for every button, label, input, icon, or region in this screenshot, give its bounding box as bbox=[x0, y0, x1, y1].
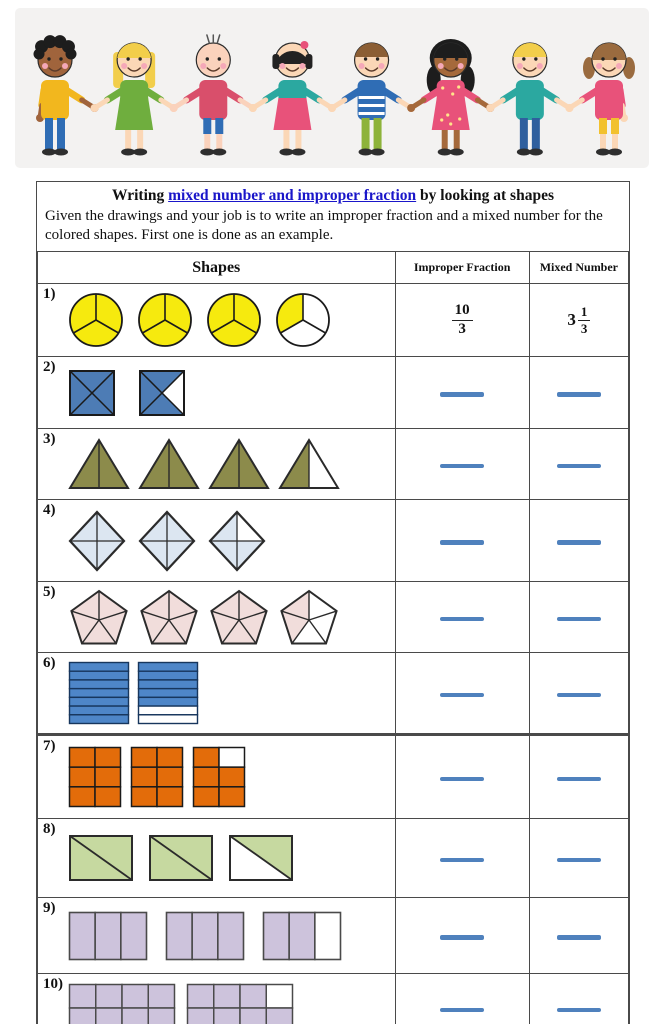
improper-fraction-cell bbox=[395, 974, 529, 1024]
worksheet-row bbox=[38, 819, 629, 898]
fraction-shape bbox=[148, 834, 214, 882]
fraction-shape bbox=[68, 292, 124, 348]
shape-group bbox=[68, 438, 393, 490]
worksheet-row bbox=[38, 500, 629, 582]
mixed-number-blank[interactable] bbox=[557, 1008, 601, 1013]
title-prefix: Writing bbox=[112, 187, 169, 204]
fraction-value: $\frac{10}{3}$ bbox=[452, 303, 473, 338]
kids-illustration-svg bbox=[15, 8, 649, 168]
mixed-number-cell bbox=[529, 582, 628, 653]
shapes-cell bbox=[38, 653, 396, 735]
row-number: 9) bbox=[43, 900, 56, 917]
mixed-number-blank[interactable] bbox=[557, 617, 601, 622]
mixed-number-cell bbox=[529, 653, 628, 735]
worksheet-row bbox=[38, 429, 629, 500]
row-number: 5) bbox=[43, 584, 56, 601]
kid-figure bbox=[170, 35, 257, 156]
fraction-shape bbox=[208, 438, 270, 490]
mixed-number-value: 3 $\frac{1}{3}$ bbox=[567, 311, 590, 328]
shapes-cell bbox=[38, 735, 396, 819]
mixed-number-cell bbox=[529, 974, 628, 1024]
fraction-shape bbox=[208, 589, 270, 646]
shape-group bbox=[68, 746, 393, 808]
mixed-number-cell bbox=[529, 898, 628, 974]
worksheet-row bbox=[38, 898, 629, 974]
row-number: 2) bbox=[43, 359, 56, 376]
fraction-shape bbox=[228, 834, 294, 882]
worksheet-row bbox=[38, 284, 629, 357]
shapes-cell bbox=[38, 898, 396, 974]
mixed-number-blank[interactable] bbox=[557, 858, 601, 863]
fraction-shape bbox=[68, 746, 122, 808]
fraction-value: $\frac{1}{3}$ bbox=[578, 305, 591, 335]
worksheet-instructions: Given the drawings and your job is to write an improper fraction and a mixed number for the colored shapes. First one is done as an example. bbox=[45, 208, 603, 244]
fraction-shape bbox=[68, 834, 134, 882]
column-header-mixed-number: Mixed Number bbox=[529, 252, 628, 284]
worksheet-sheet bbox=[36, 181, 630, 1024]
improper-fraction-cell bbox=[395, 898, 529, 974]
fraction-shape bbox=[208, 510, 266, 572]
fraction-shape bbox=[278, 438, 340, 490]
column-header-improper-fraction: Improper Fraction bbox=[395, 252, 529, 284]
column-header-shapes: Shapes bbox=[38, 252, 396, 284]
mixed-number-cell bbox=[529, 500, 628, 582]
improper-fraction-blank[interactable] bbox=[440, 392, 484, 397]
row-number: 7) bbox=[43, 738, 56, 755]
mixed-number-blank[interactable] bbox=[557, 777, 601, 782]
improper-fraction-cell bbox=[395, 819, 529, 898]
worksheet-row bbox=[38, 653, 629, 735]
fraction-shape bbox=[138, 438, 200, 490]
kid-figure bbox=[407, 39, 494, 156]
fraction-shape bbox=[68, 911, 148, 961]
improper-fraction-blank[interactable] bbox=[440, 693, 484, 698]
shape-group bbox=[68, 911, 393, 961]
fraction-shape bbox=[68, 983, 176, 1024]
kid-figure bbox=[565, 43, 635, 156]
fraction-shape bbox=[138, 589, 200, 646]
row-number: 6) bbox=[43, 655, 56, 672]
shape-group bbox=[68, 510, 393, 572]
improper-fraction-cell bbox=[395, 429, 529, 500]
shapes-cell bbox=[38, 974, 396, 1024]
mixed-number-blank[interactable] bbox=[557, 464, 601, 469]
fraction-shape bbox=[137, 661, 199, 725]
worksheet-row bbox=[38, 357, 629, 429]
fraction-shape bbox=[165, 911, 245, 961]
shapes-cell bbox=[38, 357, 396, 429]
shape-group bbox=[68, 589, 393, 646]
fraction-shape bbox=[192, 746, 246, 808]
title-link[interactable]: mixed number and improper fraction bbox=[168, 187, 417, 204]
mixed-number-blank[interactable] bbox=[557, 935, 601, 940]
mixed-number-cell bbox=[529, 819, 628, 898]
worksheet-row bbox=[38, 735, 629, 819]
improper-fraction-cell bbox=[395, 582, 529, 653]
fraction-shape bbox=[68, 369, 116, 417]
worksheet-title bbox=[37, 182, 629, 206]
fraction-shape bbox=[278, 589, 340, 646]
worksheet-row bbox=[38, 974, 629, 1024]
row-number: 10) bbox=[43, 976, 63, 993]
kid-figure bbox=[249, 41, 336, 156]
shapes-cell bbox=[38, 284, 396, 357]
shapes-cell bbox=[38, 429, 396, 500]
improper-fraction-blank[interactable] bbox=[440, 1008, 484, 1013]
fraction-shape bbox=[68, 661, 130, 725]
mixed-number-blank[interactable] bbox=[557, 392, 601, 397]
mixed-number-cell bbox=[529, 735, 628, 819]
shape-group bbox=[68, 661, 393, 725]
shapes-cell bbox=[38, 582, 396, 653]
improper-fraction-cell bbox=[395, 284, 529, 357]
improper-fraction-blank[interactable] bbox=[440, 858, 484, 863]
shape-group bbox=[68, 983, 393, 1024]
shape-group bbox=[68, 834, 393, 882]
title-suffix: by looking at shapes bbox=[416, 187, 554, 204]
kid-figure bbox=[486, 43, 573, 156]
improper-fraction-blank[interactable] bbox=[440, 464, 484, 469]
improper-fraction-blank[interactable] bbox=[440, 617, 484, 622]
children-holding-hands-illustration bbox=[15, 8, 649, 168]
row-number: 8) bbox=[43, 821, 56, 838]
kid-figure bbox=[34, 35, 99, 155]
shape-group bbox=[68, 292, 393, 348]
improper-fraction-cell bbox=[395, 735, 529, 819]
fraction-shape bbox=[138, 369, 186, 417]
fraction-shape bbox=[138, 510, 196, 572]
worksheet-row bbox=[38, 582, 629, 653]
improper-fraction-cell bbox=[395, 357, 529, 429]
fraction-shape bbox=[130, 746, 184, 808]
shapes-cell bbox=[38, 819, 396, 898]
fraction-shape bbox=[262, 911, 342, 961]
mixed-number-blank[interactable] bbox=[557, 693, 601, 698]
improper-fraction-cell bbox=[395, 653, 529, 735]
fraction-shape bbox=[68, 510, 126, 572]
row-number: 3) bbox=[43, 431, 56, 448]
improper-fraction-blank[interactable] bbox=[440, 777, 484, 782]
mixed-number-cell bbox=[529, 357, 628, 429]
row-number: 1) bbox=[43, 286, 56, 303]
row-number: 4) bbox=[43, 502, 56, 519]
improper-fraction-blank[interactable] bbox=[440, 935, 484, 940]
fractions-table bbox=[37, 251, 629, 1024]
fraction-shape bbox=[137, 292, 193, 348]
kid-figure bbox=[91, 43, 178, 156]
kid-figure bbox=[328, 43, 415, 156]
fraction-shape bbox=[68, 589, 130, 646]
shapes-cell bbox=[38, 500, 396, 582]
fraction-shape bbox=[275, 292, 331, 348]
fraction-shape bbox=[206, 292, 262, 348]
improper-fraction-blank[interactable] bbox=[440, 540, 484, 545]
shape-group bbox=[68, 369, 393, 417]
fraction-shape bbox=[186, 983, 294, 1024]
mixed-number-cell bbox=[529, 284, 628, 357]
fraction-shape bbox=[68, 438, 130, 490]
mixed-number-cell bbox=[529, 429, 628, 500]
mixed-number-blank[interactable] bbox=[557, 540, 601, 545]
table-header-row bbox=[38, 252, 629, 284]
improper-fraction-cell bbox=[395, 500, 529, 582]
